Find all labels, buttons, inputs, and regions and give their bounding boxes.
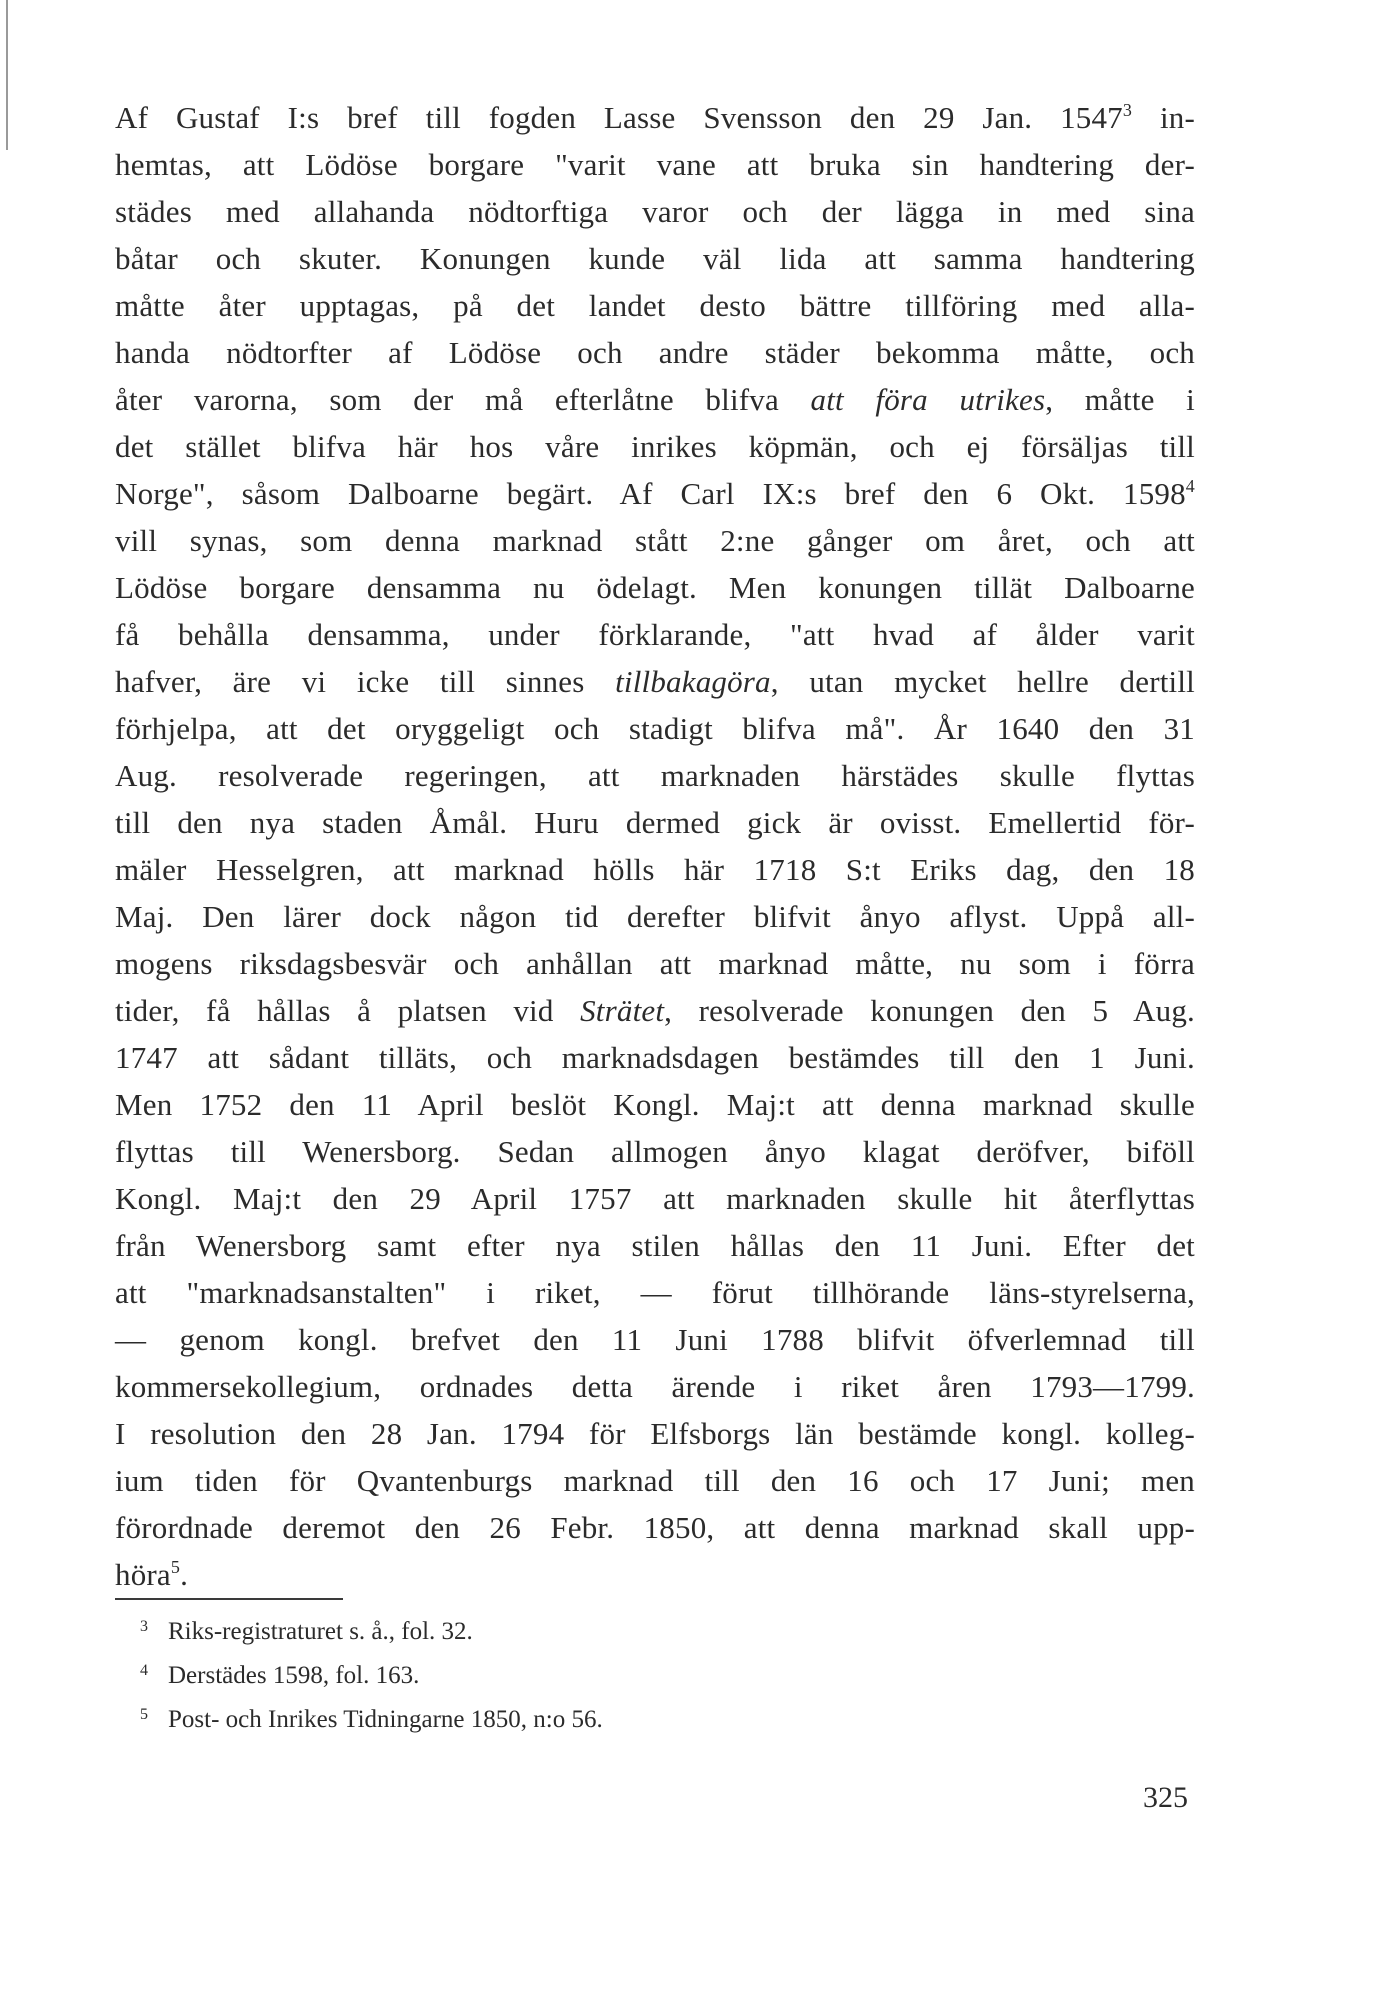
text-line: vill synas, som denna marknad stått 2:ne gånger om året, och att — [115, 523, 1195, 558]
text-line: handa nödtorfter af Lödöse och andre städer bekomma måtte, och — [115, 335, 1195, 370]
italic-phrase: tillbakagöra — [615, 664, 771, 699]
text-line: båtar och skuter. Konungen kunde väl lida att samma handtering — [115, 241, 1195, 276]
text-line: att "marknadsanstalten" i riket, — förut tillhörande läns-styrelserna, — [115, 1275, 1195, 1310]
text-line: Norge", såsom Dalboarne begärt. Af Carl IX:s bref den 6 Okt. 1598$^4$ — [115, 476, 1195, 511]
text-line: mäler Hesselgren, att marknad hölls här 1718 S:t Eriks dag, den 18 — [115, 852, 1195, 887]
footnote-divider — [115, 1598, 343, 1600]
text-line: — genom kongl. brefvet den 11 Juni 1788 blifvit öfverlemnad till — [115, 1322, 1195, 1357]
text-line: städes med allahanda nödtorftiga varor och der lägga in med sina — [115, 194, 1195, 229]
footnote-text: Post- och Inrikes Tidningarne 1850, n:o 56. — [168, 1706, 603, 1733]
text-line: 1747 att sådant tilläts, och marknadsdagen bestämdes till den 1 Juni. — [115, 1040, 1195, 1075]
text-line: Maj. Den lärer dock någon tid derefter blifvit ånyo aflyst. Uppå all- — [115, 899, 1195, 934]
text-line: måtte åter upptagas, på det landet desto bättre tillföring med alla- — [115, 288, 1195, 323]
text-line: kommersekollegium, ordnades detta ärende i riket åren 1793—1799. — [115, 1369, 1195, 1404]
text-line: flyttas till Wenersborg. Sedan allmogen ånyo klagat deröfver, biföll — [115, 1134, 1195, 1169]
text-line: Aug. resolverade regeringen, att marknaden härstädes skulle flyttas — [115, 758, 1195, 793]
italic-phrase: att föra utrikes — [810, 382, 1046, 417]
body-text — [115, 94, 1195, 1598]
text-line: det stället blifva här hos våre inrikes köpmän, och ej försäljas till — [115, 429, 1195, 464]
footnote-ref: 3 — [1122, 100, 1133, 120]
text-line: hafver, äre vi icke till sinnes tillbakagöra, utan mycket hellre dertill — [115, 664, 1195, 699]
text-line: I resolution den 28 Jan. 1794 för Elfsborgs län bestämde kongl. kolleg- — [115, 1416, 1195, 1451]
footnote-ref: 5 — [170, 1557, 181, 1577]
text-line: förordnade deremot den 26 Febr. 1850, att denna marknad skall upp- — [115, 1510, 1195, 1545]
text-line: Lödöse borgare densamma nu ödelagt. Men konungen tillät Dalboarne — [115, 570, 1195, 605]
text-line: mogens riksdagsbesvär och anhållan att marknad måtte, nu som i förra — [115, 946, 1195, 981]
text-line: hemtas, att Lödöse borgare "varit vane att bruka sin handtering der- — [115, 147, 1195, 182]
footnote-text: Derstädes 1598, fol. 163. — [168, 1662, 420, 1689]
text-line: förhjelpa, att det oryggeligt och stadigt blifva må". År 1640 den 31 — [115, 711, 1195, 746]
text-line: höra$^5$. — [115, 1557, 189, 1592]
text-line: från Wenersborg samt efter nya stilen hållas den 11 Juni. Efter det — [115, 1228, 1195, 1263]
text-line: åter varorna, som der må efterlåtne blifva att föra utrikes, måtte i — [115, 382, 1195, 417]
text-line: Af Gustaf I:s bref till fogden Lasse Svensson den 29 Jan. 1547$^3$ in- — [115, 100, 1195, 135]
footnote: 3 Riks-registraturet s. å., fol. 32. — [140, 1618, 473, 1645]
footnotes — [140, 1610, 1040, 1742]
text-line: till den nya staden Åmål. Huru dermed gick är ovisst. Emellertid för- — [115, 805, 1195, 840]
text-line: Men 1752 den 11 April beslöt Kongl. Maj:t att denna marknad skulle — [115, 1087, 1195, 1122]
footnote: 5 Post- och Inrikes Tidningarne 1850, n:o 56. — [140, 1706, 603, 1733]
text-line: tider, få hållas å platsen vid Strätet, resolverade konungen den 5 Aug. — [115, 993, 1196, 1028]
italic-phrase: Strätet — [580, 993, 665, 1028]
text-line: Kongl. Maj:t den 29 April 1757 att marknaden skulle hit återflyttas — [115, 1181, 1195, 1216]
footnote-ref: 4 — [1185, 476, 1195, 496]
text-line: ium tiden för Qvantenburgs marknad till den 16 och 17 Juni; men — [115, 1463, 1195, 1498]
scan-edge-line — [6, 0, 8, 150]
text-line: få behålla densamma, under förklarande, "att hvad af ålder varit — [115, 617, 1195, 652]
footnote-text: Riks-registraturet s. å., fol. 32. — [168, 1618, 473, 1645]
footnote: 4 Derstädes 1598, fol. 163. — [140, 1662, 420, 1689]
page-number: 325 — [1143, 1781, 1188, 1814]
